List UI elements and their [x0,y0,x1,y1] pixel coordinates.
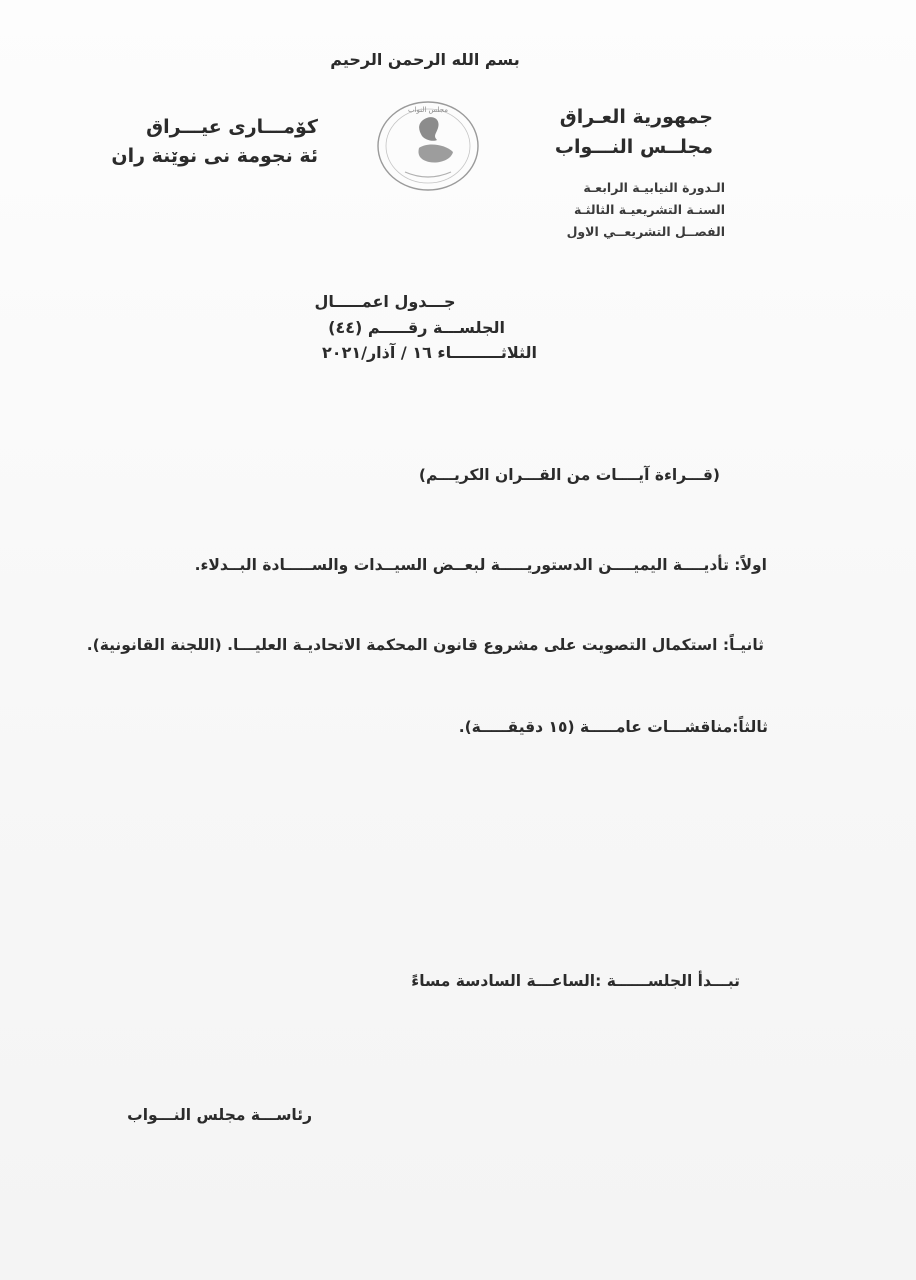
term-line-1: الـدورة النيابيـة الرابعـة [583,180,725,195]
opening-quran-reading: (قـــراءة آيــــات من القـــران الكريـــم) [418,466,720,484]
bismillah-heading: بسم الله الرحمن الرحيم [330,50,520,69]
term-line-2: السنـة التشريعيـة الثالثـة [573,202,725,217]
parliament-seal-icon [375,100,481,192]
session-date: الثلاثـــــــــاء ١٦ / آذار/٢٠٢١ [322,343,537,362]
agenda-item-1: اولاً: تأديــــة اليميــــن الدستوريـــــة لبعــض السيــدات والســـــادة البــدلاء. [194,556,767,574]
agenda-item-3: ثالثاً:مناقشـــات عامـــــة (١٥ دقيقـــــة). [458,718,768,736]
session-start-time: تبـــدأ الجلســــــة :الساعـــة السادسة مساءً [411,972,740,990]
council-arabic: مجلــس النـــواب [554,136,713,158]
agenda-item-2: ثانيـاً: استكمال التصويت على مشروع قانون المحكمة الاتحاديـة العليـــا. (اللجنة القانونية). [86,636,764,654]
council-presidency-signature: رئاســـة مجلس النـــواب [127,1106,312,1124]
republic-arabic: جمهورية العـراق [559,106,713,128]
term-line-3: الفصــل التشريعــي الاول [566,224,725,239]
republic-kurdish: كۆمـــارى عيـــراق [146,116,318,138]
agenda-title: جـــدول اعمـــــال [314,292,456,311]
session-number: الجلســـة رقـــــم (٤٤) [328,318,505,337]
seal-label: مجلس النواب [407,106,449,114]
council-kurdish: ئة نجومة نى نوێنة ران [111,145,318,167]
